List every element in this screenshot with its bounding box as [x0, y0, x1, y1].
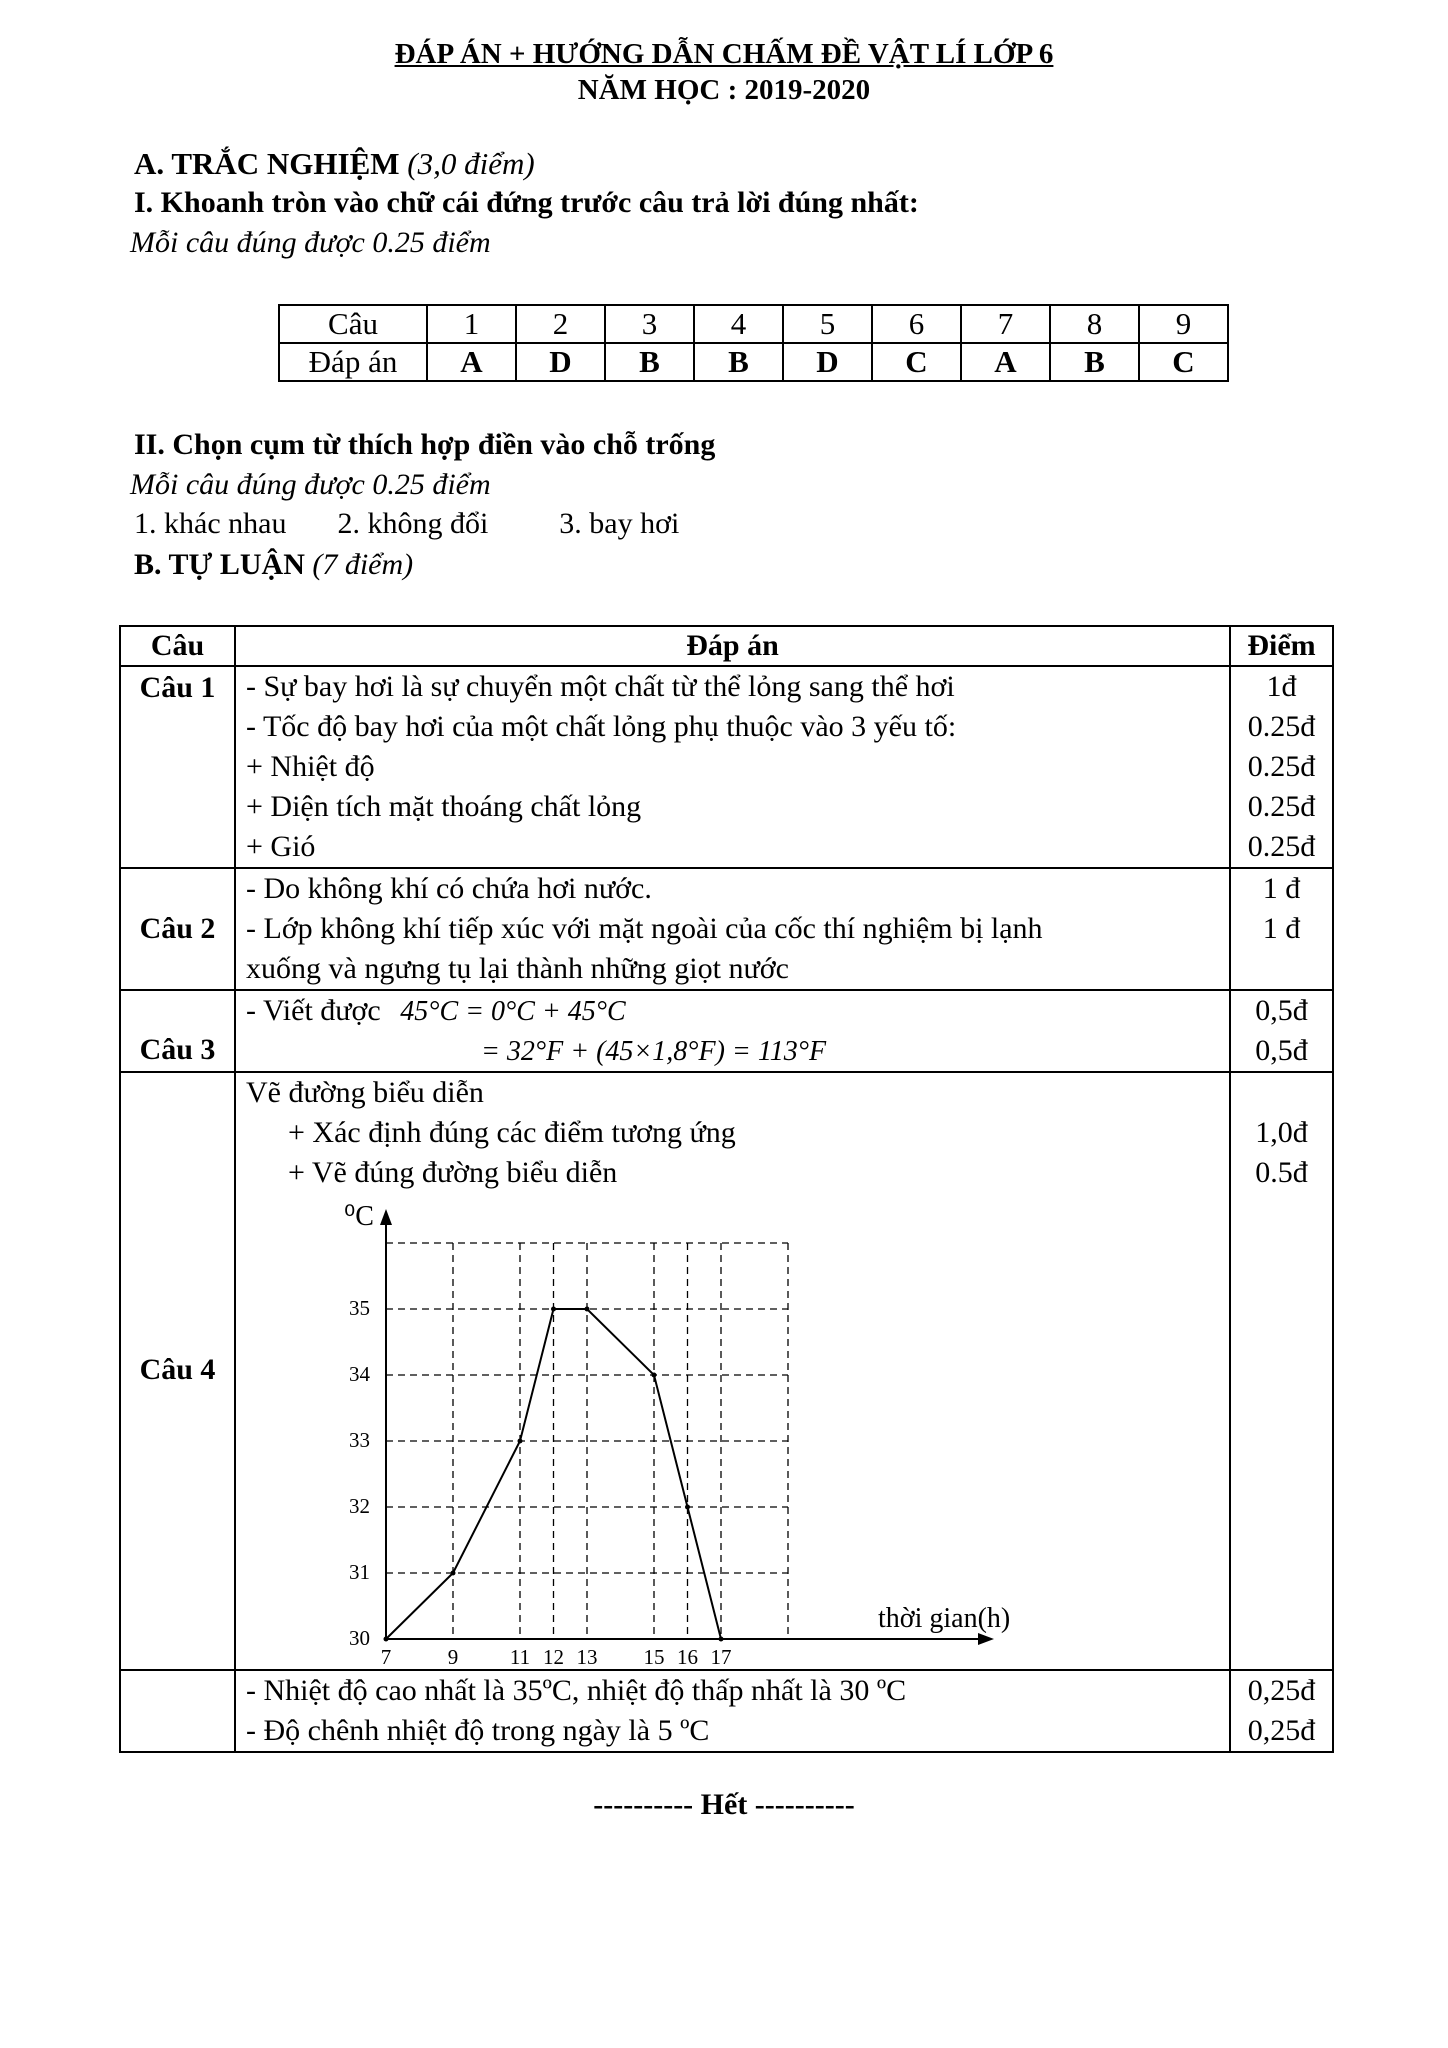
data-point — [551, 1307, 556, 1312]
mc-question-row — [279, 305, 1228, 343]
question-4-points — [1230, 1072, 1333, 1670]
multiple-choice-answer-table — [278, 304, 1229, 382]
question-1-label: Câu 1 — [120, 666, 235, 868]
mc-number: 6 — [872, 305, 961, 343]
x-tick-label: 13 — [576, 1645, 598, 1669]
point-value: 0,5đ — [1255, 994, 1308, 1027]
mc-answer: D — [783, 343, 872, 381]
y-axis-arrow-icon — [380, 1209, 392, 1225]
question-2-points — [1230, 868, 1333, 990]
point-value — [1231, 1073, 1332, 1113]
x-tick-label: 7 — [380, 1645, 392, 1669]
formula-celsius: 45°C = 0°C + 45°C — [400, 996, 626, 1027]
part-a-heading: A. TRẮC NGHIỆM (3,0 điểm) — [134, 146, 535, 181]
question-4-label: Câu 4 — [120, 1072, 235, 1670]
question-4-conclusion-row — [120, 1670, 1333, 1752]
question-4-row — [120, 1072, 1333, 1670]
y-tick-label: 30 — [349, 1626, 370, 1650]
question-2-label: Câu 2 — [120, 868, 235, 990]
essay-answer-table — [119, 625, 1334, 1753]
question-1-row — [120, 666, 1333, 868]
x-tick-label: 12 — [543, 1645, 564, 1669]
question-1-points — [1230, 666, 1333, 868]
end-marker: ---------- Hết ---------- — [593, 1788, 855, 1821]
answer-line: - Độ chênh nhiệt độ trong ngày là 5 ºC — [246, 1714, 710, 1747]
mc-answer: B — [1050, 343, 1139, 381]
chart-labels — [344, 1201, 1010, 1669]
answer-line: + Nhiệt độ — [246, 750, 375, 783]
empty-question-cell — [120, 1670, 235, 1752]
answer-lead: - Viết được — [246, 994, 381, 1027]
mc-answer: C — [872, 343, 961, 381]
x-tick-label: 9 — [447, 1645, 459, 1669]
fill-answer-1: 1. khác nhau — [134, 507, 287, 540]
point-value: 0,25đ — [1247, 1674, 1316, 1707]
mc-number: 8 — [1050, 305, 1139, 343]
answer-line: + Gió — [246, 830, 316, 863]
point-value: 0.25đ — [1247, 790, 1316, 823]
point-value: 0,5đ — [1255, 1034, 1308, 1067]
point-value: 1,0đ — [1255, 1116, 1308, 1149]
y-tick-label: 33 — [349, 1428, 370, 1452]
mc-answer-label: Đáp án — [279, 343, 427, 381]
formula-fahrenheit: = 32°F + (45×1,8°F) = 113°F — [481, 1036, 827, 1067]
mc-number: 5 — [783, 305, 872, 343]
mc-answer: A — [427, 343, 516, 381]
school-year: NĂM HỌC : 2019-2020 — [577, 74, 871, 106]
question-2-answer — [235, 868, 1230, 990]
col-header-question: Câu — [120, 626, 235, 666]
question-1-answer — [235, 666, 1230, 868]
question-3-label: Câu 3 — [120, 990, 235, 1072]
section-2-title: II. Chọn cụm từ thích hợp điền vào chỗ trống — [134, 428, 716, 461]
mc-answer: B — [605, 343, 694, 381]
x-tick-label: 16 — [677, 1645, 698, 1669]
mc-row-label: Câu — [279, 305, 427, 343]
mc-number: 3 — [605, 305, 694, 343]
conclusion-points — [1230, 1670, 1333, 1752]
fill-answer-3: 3. bay hơi — [559, 507, 680, 540]
section-1-note: Mỗi câu đúng được 0.25 điểm — [130, 226, 491, 259]
answer-line: xuống và ngưng tụ lại thành những giọt nước — [246, 952, 789, 985]
y-tick-label: 31 — [349, 1560, 370, 1584]
question-3-points — [1230, 990, 1333, 1072]
mc-answer: B — [694, 343, 783, 381]
answer-line: - Nhiệt độ cao nhất là 35ºC, nhiệt độ thấp nhất là 30 ºC — [246, 1674, 907, 1707]
x-tick-label: 15 — [643, 1645, 665, 1669]
question-2-row — [120, 868, 1333, 990]
point-value: 1đ — [1266, 670, 1297, 703]
mc-answer: C — [1139, 343, 1228, 381]
answer-line: - Tốc độ bay hơi của một chất lỏng phụ thuộc vào 3 yếu tố: — [246, 710, 957, 743]
point-value: 1 đ — [1262, 872, 1301, 905]
data-point — [685, 1505, 690, 1510]
temperature-chart — [316, 1193, 1016, 1669]
data-point — [518, 1439, 523, 1444]
data-point — [451, 1571, 456, 1576]
answer-line: - Sự bay hơi là sự chuyển một chất từ thể lỏng sang thể hơi — [246, 670, 955, 703]
col-header-answer: Đáp án — [235, 626, 1230, 666]
point-value: 0.25đ — [1247, 830, 1316, 863]
fill-answer-2: 2. không đổi — [337, 507, 489, 540]
answer-line: - Lớp không khí tiếp xúc với mặt ngoài của cốc thí nghiệm bị lạnh — [246, 912, 1043, 945]
x-tick-label: 17 — [710, 1645, 732, 1669]
x-tick-label: 11 — [509, 1645, 531, 1669]
data-point — [585, 1307, 590, 1312]
document-title: ĐÁP ÁN + HƯỚNG DẪN CHẤM ĐỀ VẬT LÍ LỚP 6 — [394, 38, 1054, 70]
col-header-points: Điểm — [1230, 626, 1333, 666]
section-1-title: I. Khoanh tròn vào chữ cái đứng trước câu trả lời đúng nhất: — [134, 186, 919, 219]
mc-number: 1 — [427, 305, 516, 343]
y-tick-label: 35 — [349, 1296, 370, 1320]
answer-line — [236, 1031, 1229, 1071]
answer-line: + Diện tích mặt thoáng chất lỏng — [246, 790, 642, 823]
mc-answer: A — [961, 343, 1050, 381]
section-2-note: Mỗi câu đúng được 0.25 điểm — [130, 468, 491, 501]
point-value: 0.25đ — [1247, 750, 1316, 783]
y-tick-label: 34 — [349, 1362, 370, 1386]
point-value: 1 đ — [1262, 912, 1301, 945]
conclusion-answer — [235, 1670, 1230, 1752]
data-point — [652, 1373, 657, 1378]
answer-line: - Do không khí có chứa hơi nước. — [246, 872, 652, 905]
x-axis-label: thời gian(h) — [878, 1603, 1011, 1634]
part-b-heading: B. TỰ LUẬN (7 điểm) — [134, 548, 414, 581]
question-3-answer — [235, 990, 1230, 1072]
mc-answer-row — [279, 343, 1228, 381]
y-axis-label: ⁰C — [344, 1201, 374, 1232]
section-2-answers — [134, 507, 679, 541]
mc-number: 4 — [694, 305, 783, 343]
point-value: 0,25đ — [1247, 1714, 1316, 1747]
table-header-row — [120, 626, 1333, 666]
mc-number: 9 — [1139, 305, 1228, 343]
point-value: 0.25đ — [1247, 710, 1316, 743]
data-point — [384, 1637, 389, 1642]
mc-number: 7 — [961, 305, 1050, 343]
y-tick-label: 32 — [349, 1494, 370, 1518]
mc-answer: D — [516, 343, 605, 381]
question-4-answer — [235, 1072, 1230, 1670]
answer-line — [236, 991, 1229, 1031]
question-3-row — [120, 990, 1333, 1072]
point-value: 0.5đ — [1255, 1156, 1308, 1189]
mc-number: 2 — [516, 305, 605, 343]
answer-line: + Vẽ đúng đường biểu diễn — [288, 1156, 618, 1189]
data-point — [719, 1637, 724, 1642]
answer-line: Vẽ đường biểu diễn — [246, 1076, 484, 1109]
point-value — [1231, 949, 1332, 989]
answer-line: + Xác định đúng các điểm tương ứng — [288, 1116, 736, 1149]
x-axis-arrow-icon — [978, 1633, 994, 1645]
